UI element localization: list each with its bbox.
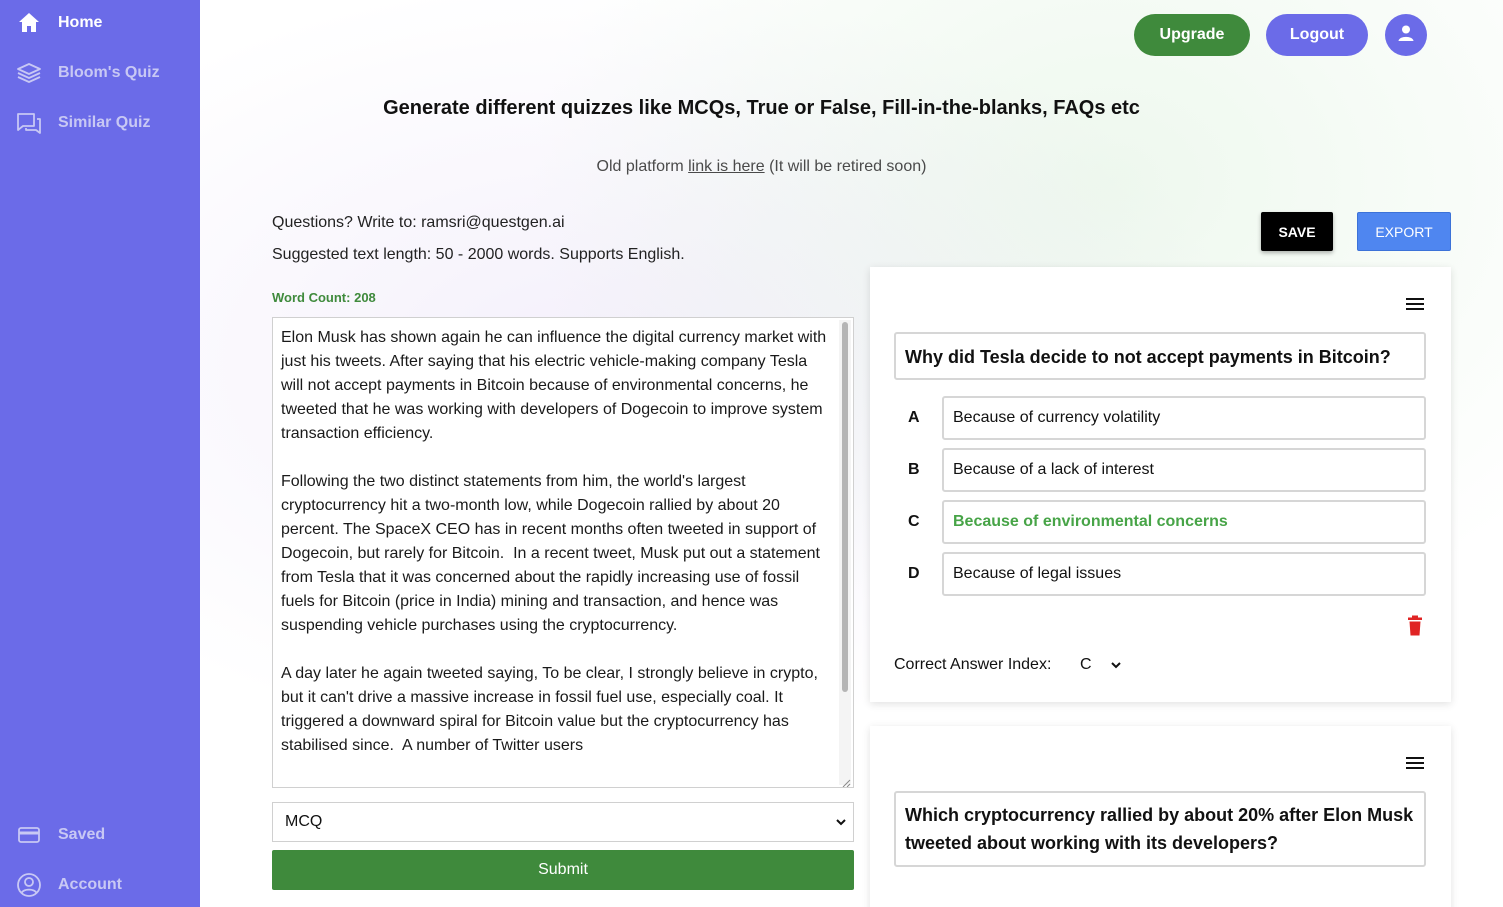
sidebar-item-label: Account	[58, 876, 122, 893]
option-letter: B	[908, 461, 920, 478]
sidebar-item-similar-quiz[interactable]	[0, 103, 200, 143]
home-icon	[16, 10, 42, 36]
option-b[interactable]: Because of a lack of interest	[942, 448, 1426, 492]
chat-icon	[16, 110, 42, 136]
resize-grip-icon[interactable]	[841, 775, 851, 785]
option-d[interactable]: Because of legal issues	[942, 552, 1426, 596]
quiz-type-value: MCQ	[285, 813, 323, 830]
word-count-label: Word Count:	[272, 290, 351, 305]
user-circle-icon	[16, 872, 42, 898]
question-card	[870, 267, 1451, 702]
correct-answer-label: Correct Answer Index:	[894, 656, 1052, 673]
input-text-area[interactable]	[272, 317, 854, 788]
contact-text: Questions? Write to: ramsri@questgen.ai	[272, 214, 565, 231]
option-letter: A	[908, 409, 920, 426]
option-c-correct[interactable]: Because of environmental concerns	[942, 500, 1426, 544]
option-a[interactable]: Because of currency volatility	[942, 396, 1426, 440]
logout-button[interactable]: Logout	[1266, 14, 1368, 56]
old-platform-suffix: (It will be retired soon)	[769, 158, 927, 175]
sidebar-item-label: Saved	[58, 826, 106, 843]
layers-icon	[16, 60, 42, 86]
card-icon	[16, 822, 42, 848]
submit-button[interactable]: Submit	[272, 850, 854, 890]
trash-icon[interactable]	[1405, 615, 1425, 637]
sidebar-item-label: Similar Quiz	[58, 114, 151, 131]
question-card	[870, 726, 1451, 907]
sidebar-item-account[interactable]	[0, 865, 200, 905]
hamburger-menu-icon[interactable]	[1404, 755, 1426, 771]
avatar[interactable]	[1385, 14, 1427, 56]
correct-answer-select[interactable]: C	[1080, 656, 1092, 673]
sidebar-item-saved[interactable]	[0, 815, 200, 855]
question-text[interactable]: Why did Tesla decide to not accept payments in Bitcoin?	[894, 332, 1426, 380]
chevron-down-icon	[835, 815, 847, 834]
scrollbar-thumb[interactable]	[842, 322, 848, 692]
option-letter: C	[908, 513, 920, 530]
user-icon	[1397, 24, 1415, 47]
word-count	[272, 290, 376, 305]
word-count-value: 208	[354, 290, 376, 305]
input-text[interactable]: Elon Musk has shown again he can influence the digital currency market with just his tweets. After saying that his electric vehicle-making company Tesla will not accept payments in Bitcoin because of environmental concerns, he tweeted that he was working with developers of Dogecoin to improve system transaction efficiency. Following the two distinct statements from him, the world's largest cryptocurrency hit a two-month low, while Dogecoin rallied by about 20 percent. The SpaceX CEO has in recent months often tweeted in support of Dogecoin, but rarely for Bitcoin. In a recent tweet, Musk put out a statement from Tesla that it was concerned about the rapidly increasing use of fossil fuels for Bitcoin (price in India) mining and transaction, and hence was suspending vehicle purchases using the cryptocurrency. A day later he again tweeted saying, To be clear, I strongly believe in crypto, but it can't drive a massive increase in fossil fuel use, especially coal. It triggered a downward spiral for Bitcoin value but the cryptocurrency has stabilised since. A number of Twitter users	[281, 329, 827, 754]
export-button[interactable]: EXPORT	[1357, 212, 1451, 251]
sidebar-item-label: Home	[58, 14, 103, 31]
upgrade-button[interactable]: Upgrade	[1134, 14, 1250, 56]
save-button[interactable]: SAVE	[1261, 212, 1333, 251]
page-title: Generate different quizzes like MCQs, True or False, Fill-in-the-blanks, FAQs etc	[383, 97, 1140, 119]
sidebar-item-label: Bloom's Quiz	[58, 64, 160, 81]
quiz-type-select[interactable]	[272, 802, 854, 842]
old-platform-prefix: Old platform	[596, 158, 684, 175]
sidebar-item-home[interactable]	[0, 3, 200, 43]
text-scrollbar[interactable]	[839, 320, 851, 785]
old-platform-note	[200, 158, 1323, 176]
option-letter: D	[908, 565, 920, 582]
main-content	[200, 0, 1503, 907]
hamburger-menu-icon[interactable]	[1404, 296, 1426, 312]
chevron-down-icon[interactable]	[1110, 658, 1122, 677]
old-platform-link[interactable]: link is here	[688, 158, 765, 175]
suggested-length-text: Suggested text length: 50 - 2000 words. Supports English.	[272, 246, 685, 263]
sidebar	[0, 0, 200, 907]
sidebar-item-blooms-quiz[interactable]	[0, 53, 200, 93]
question-text[interactable]: Which cryptocurrency rallied by about 20% after Elon Musk tweeted about working with its developers?	[894, 791, 1426, 867]
